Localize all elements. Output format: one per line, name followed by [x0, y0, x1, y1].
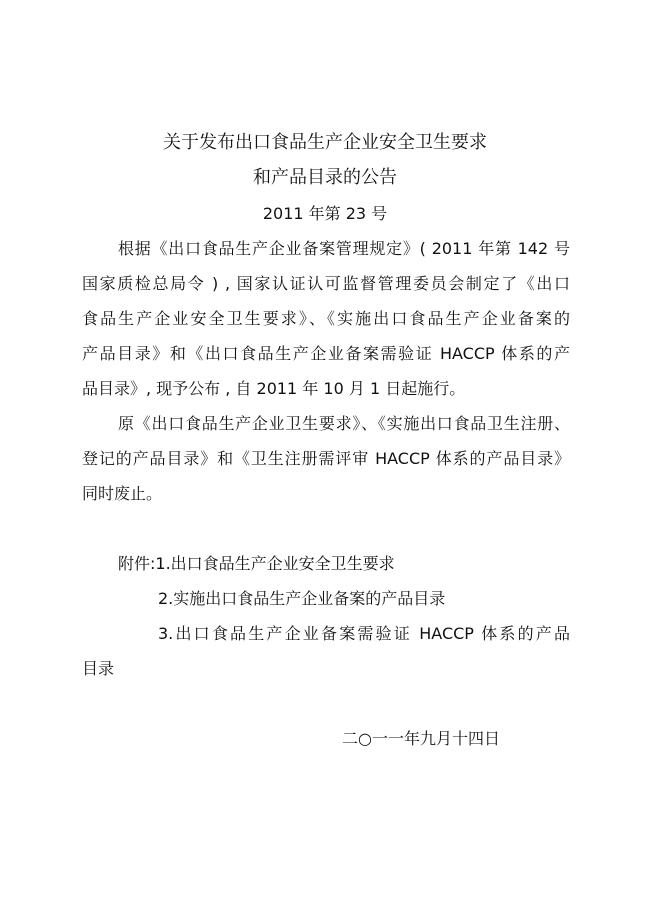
- paragraph-1-line-2: 国家质检总局令 ) , 国家认证认可监督管理委员会制定了《出口: [82, 274, 570, 293]
- paragraph-1-line-3: 食品生产企业安全卫生要求》、《实施出口食品生产企业备案的: [82, 309, 570, 328]
- title-line-1: 关于发布出口食品生产企业安全卫生要求: [163, 132, 487, 153]
- attachment-item-2: 2.实施出口食品生产企业备案的产品目录: [158, 589, 446, 608]
- paragraph-1-line-4: 产品目录》和《出口食品生产企业备案需验证 HACCP 体系的产: [82, 344, 570, 363]
- paragraph-1-line-5: 品目录》, 现予公布 , 自 2011 年 10 月 1 日起施行。: [82, 379, 466, 398]
- paragraph-2-line-1: 原《出口食品生产企业卫生要求》、《实施出口食品卫生注册、: [118, 414, 570, 433]
- paragraph-2-line-2: 登记的产品目录》和《卫生注册需评审 HACCP 体系的产品目录》: [82, 449, 570, 468]
- attachment-item-3-line-2: 目录: [82, 659, 115, 678]
- document-number: 2011 年第 23 号: [262, 204, 388, 223]
- paragraph-1-line-1: 根据《出口食品生产企业备案管理规定》( 2011 年第 142 号: [118, 239, 570, 258]
- title-line-2: 和产品目录的公告: [253, 167, 397, 188]
- paragraph-2-line-3: 同时废止。: [82, 484, 163, 503]
- attachment-item-3-line-1: 3.出口食品生产企业备案需验证 HACCP 体系的产品: [158, 624, 570, 643]
- document-date: 二○一一年九月十四日: [342, 729, 500, 748]
- attachment-item-1: 附件:1.出口食品生产企业安全卫生要求: [118, 554, 395, 573]
